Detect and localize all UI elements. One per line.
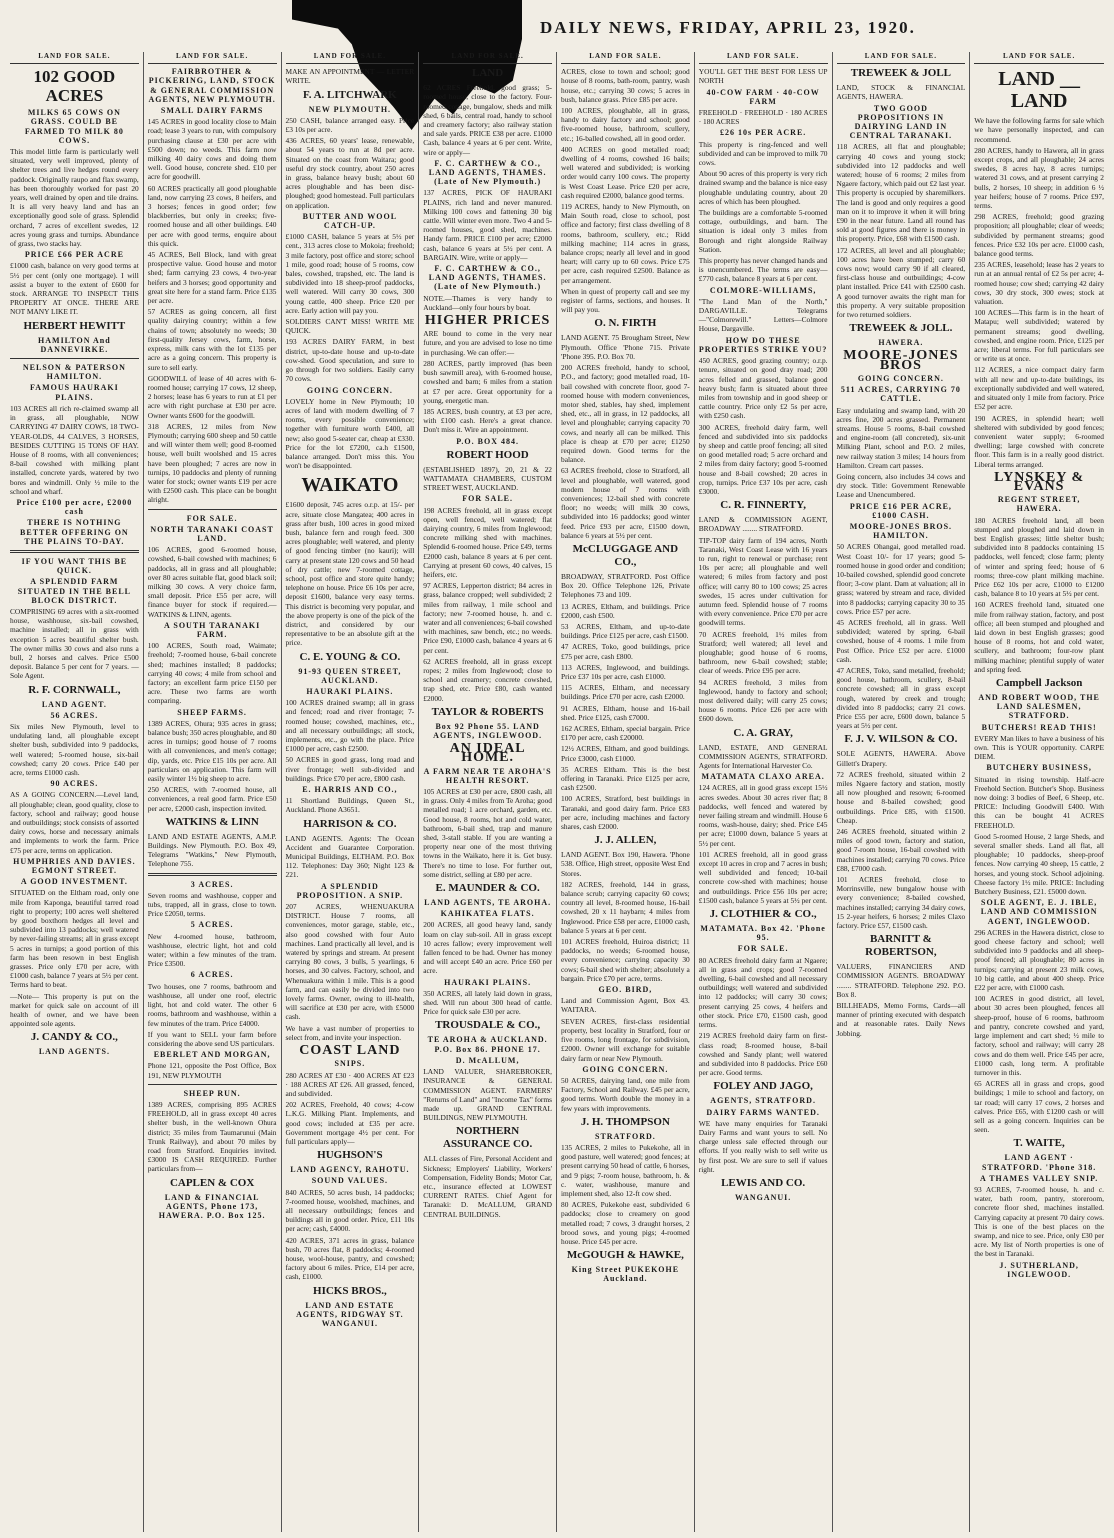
advert-text: 113 ACRES, Inglewood, and buildings. Price £37 10s per acre, cash £1000. bbox=[561, 662, 690, 681]
advert-text: 172 ACRES, all level and all ploughable; 100 acres have been stumped; carry 60 cows now; would carry 90 if all cleared, first-class house and outbuildings; 4-cow plant installed. Price £41 with £2500 cash. A good turnover awaits the right man for this property. A very suitable proposition for two returned soldiers. bbox=[836, 245, 966, 320]
advert-text: 100 ACRES in good district, all level, about 30 acres been ploughed, fences all sheep-proof, house of 6 rooms, bathroom and pantry, concrete cowshed and yard, large implement and cart shed; ½ mile to factory, school and railway; will carry 28 cows and do them well. Price £45 per acre, £1000 cash, long term. A profitable turnover in this. bbox=[974, 994, 1104, 1077]
advert-heading: COAST LAND bbox=[299, 1043, 401, 1059]
advert-heading: TREWEEK & JOLL bbox=[850, 67, 951, 80]
divider bbox=[148, 509, 277, 510]
advert-text: 72 ACRES freehold, situated within 2 miles Ngaere factory and station, mostly all now ploughed and resown; 6-roomed house and 8-bailed cowshed; good outbuildings. Price £85, with £1500. Cheap. bbox=[836, 769, 966, 825]
section-header: LAND FOR SALE. bbox=[699, 52, 828, 64]
section-header: LAND FOR SALE. bbox=[423, 52, 552, 64]
section-header: LAND FOR SALE. bbox=[10, 52, 139, 64]
advert-text: 100 ACRES—This farm is in the heart of Matapu; well subdivided; watered by permanent streams; good dwelling, cowshed, and engine room. Price, £125 per acre; liberal terms. For full particulars see or write us at once. bbox=[974, 308, 1104, 364]
advert-heading: HICKS BROS., bbox=[313, 1284, 387, 1297]
advert-heading: HERBERT HEWITT bbox=[23, 319, 126, 332]
advert-text: 450 ACRES, good grazing country; o.r.p. tenure, situated on good dray road; 200 acres felled and grassed, balance good heavy bush; farm is situated about three miles from township and in good sheep or cattle country. Price only £2 5s per acre, with £250 cash. bbox=[698, 356, 828, 421]
advert-text: 105 ACRES at £30 per acre, £800 cash, all in grass. Only 4 miles from Te Aroha; good metalled road; 1 acre orchard, garden, etc. Good house, 8 rooms, hot and cold water, bathroom, 6-bail shed, trap and manure shed, 3-stall stable. If you are wanting a property near one of the most thriving towns in the Waikato, here it is. Get busy. There's no time to lose. For further out, some district, selling at £80 per acre. bbox=[423, 787, 552, 879]
advert-text: 318 ACRES, 12 miles from New Plymouth; carrying 600 sheep and 50 cattle and will winter them well; good 8-roomed house, well built woolshed and 15 acres have been ploughed; 7 acres are now in turnips, 10 paddocks and plenty of running water for stock; owner wants £19 per acre with £2500 cash. This place can be bought alright. bbox=[147, 421, 277, 505]
advert-subheading: SOLE AGENT, E. J. IBLE, LAND AND COMMISSION AGENT, INGLEWOOD. bbox=[980, 898, 1098, 926]
advert-text: BILLHEADS, Memo Forms, Cards—all manner of printing executed with despatch and at reasonable rates. Daily News Jobbing. bbox=[836, 1001, 966, 1038]
advert-text: LAND AGENT. 75 Brougham Street, New Plymouth. Office 'Phone 715. Private 'Phone 395. P.O. Box 70. bbox=[561, 333, 690, 361]
advert-subheading: 40-COW FARM · 40-COW FARM bbox=[706, 87, 820, 106]
advert-text: 47 ACRES, Toko, good buildings, price £75 per acre, cash £800. bbox=[561, 642, 690, 661]
advert-heading: McCLUGGAGE AND CO., bbox=[572, 542, 679, 568]
advert-text: 185 ACRES, bush country, at £3 per acre, with £100 cash. Here's a great chance. Don't miss it. Wire an appointment. bbox=[423, 406, 552, 435]
advert-subheading: HUMPHRIES AND DAVIES. EGMONT STREET. bbox=[13, 856, 136, 876]
advert-subheading: 3 ACRES. bbox=[190, 879, 234, 889]
advert-text: 80 ACRES, Pukekohe east, subdivided 6 paddocks; close to creamery on good metalled road; 7 cows, 3 draught horses, 2 brood sows, and young pigs; 4-roomed house. Price £45 per acre. bbox=[561, 1200, 690, 1246]
advert-text: 400 ACRES on good metalled road; dwelling of 4 rooms, cowshed 16 bails; well watered and subdivided; is working order would carry 100 cows. The property is West Coast Lease. Price £20 per acre, cash required £2000, balance good terms. bbox=[561, 144, 690, 200]
advert-text: About 90 acres of this property is very rich drained swamp and the balance is nice easy ploughable undulating country, about 20 acres of which has been ploughed. bbox=[698, 169, 828, 206]
advert-text: "The Land Man of the North," DARGAVILLE. Telegrams—"Colmorewill." Letters—Colmore House, Dargaville. bbox=[698, 296, 828, 334]
column bbox=[557, 52, 695, 1532]
advert-text: 202 ACRES, Freehold, 40 cows; 4-cow L.K.G. Milking Plant. Implements, and good cows; included at £35 per acre. Government mortgage 4½ per cent. For full particulars apply— bbox=[285, 1100, 415, 1146]
section-header: LAND FOR SALE. bbox=[286, 52, 415, 64]
divider bbox=[10, 358, 139, 359]
advert-subheading: A SPLENDID PROPOSITION. A SNIP. bbox=[296, 881, 404, 900]
advert-heading: BARNITT & ROBERTSON, bbox=[865, 933, 937, 959]
advert-text: 50 ACRES Ohangai, good metalled road. West Coast 10/- for 17 years; good 5-roomed house in good order and condition; 10-bailed cowshed, splendid good concrete floor; 3-cow plant. Dam at valuation; all in grass; watered by stream and race, divided into 8 paddocks; carrying capacity 30 to 35 cows. Price £57 per acre. bbox=[836, 542, 966, 616]
advert-subheading: E. HARRIS AND CO., bbox=[302, 785, 398, 795]
divider bbox=[10, 550, 139, 553]
advert-text: 280 ACRES AT £30 · 400 ACRES AT £23 · 188 ACRES AT £26. All grassed, fenced, and subdivided. bbox=[285, 1070, 415, 1098]
advert-subheading: A SPLENDID FARM SITUATED IN THE BELL BLOCK DISTRICT. bbox=[17, 577, 132, 605]
advert-heading: TROUSDALE & CO., bbox=[435, 1019, 541, 1032]
advert-subheading: J. SUTHERLAND, INGLEWOOD. bbox=[999, 1260, 1079, 1279]
columns-container bbox=[6, 52, 1108, 1532]
advert-text: 246 ACRES freehold, situated within 2 miles of good town, factory and station, good 7-room house, 16-bail cowshed with machines installed; carrying 70 cows. Price £88, £7000 cash. bbox=[836, 827, 966, 873]
advert-text: AS A GOING CONCERN.—Level land, all ploughable; clean, good quality, close to factory, school and railway; good house and outbuildings; stock consists of assorted dairy cows, horse and necessary animals and implements to work the farm. Price £75 per acre, terms on application. bbox=[10, 790, 139, 855]
advert-subheading: MILKS 65 COWS ON GRASS. COULD BE FARMED TO MILK 80 COWS. bbox=[24, 108, 124, 145]
advert-subheading: THERE IS NOTHING BETTER OFFERING ON THE PLAINS TO-DAY. bbox=[20, 518, 129, 546]
advert-subheading: MATAMATA CLAXO AREA. bbox=[701, 772, 825, 782]
advert-text: 35 ACRES Eltham. This is the best offering in Taranaki. Price £125 per acre, cash £2500. bbox=[561, 764, 690, 793]
advert-text: Phone 121, opposite the Post Office, Box 191, NEW PLYMOUTH bbox=[147, 1061, 277, 1080]
advert-subheading: LAND AGENCY, RAHOTU. bbox=[290, 1165, 410, 1175]
advert-heading: NORTHERN ASSURANCE CO. bbox=[443, 1125, 533, 1151]
advert-subheading: STRATFORD. bbox=[595, 1131, 656, 1141]
advert-text: Seven rooms and washhouse, copper and tubs, trapped, all in grass, close to town. Price £2050, terms. bbox=[147, 890, 277, 919]
advert-subheading: BUTCHERY BUSINESS, bbox=[986, 763, 1092, 773]
advert-text: LAND & COMMISSION AGENT, BROADWAY ........ STRATFORD. bbox=[698, 515, 828, 534]
divider bbox=[148, 1084, 277, 1085]
advert-subheading: GOING CONCERN. bbox=[306, 385, 393, 395]
advert-text: 420 ACRES, 371 acres in grass, balance bush, 70 acres flat, 8 paddocks; 4-roomed house, wool-house, pantry, and cowshed; factory about 6 miles. Price, £14 per acre, cash, £1000. bbox=[285, 1235, 415, 1282]
advert-subheading: FOR SALE. bbox=[462, 494, 514, 504]
advert-subheading: LAND AGENT. bbox=[41, 699, 107, 709]
advert-heading: WAIKATO bbox=[301, 474, 399, 497]
advert-text: COMPRISING 69 acres with a six-roomed house, washhouse, six-bail cowshed, machine installed; all in grass with exception 5 acres beautiful shelter bush. The owner milks 30 cows and also runs a bull, 2 horses and calves. Price £500 deposit. Balance 5 per cent for 7 years. —Sole Agent. bbox=[10, 606, 139, 681]
advert-text: 219 ACRES freehold dairy farm on first-class road; 8-roomed house, 8-bail cowshed and Sandy plant; well watered and subdivided into 8 paddocks. Price £60 per acre. Good terms. bbox=[698, 1031, 828, 1078]
advert-text: LAND, STOCK & FINANCIAL AGENTS, HAWERA. bbox=[836, 83, 966, 102]
advert-subheading: HOW DO THESE PROPERTIES STRIKE YOU? bbox=[698, 335, 828, 354]
advert-text: LAND AGENT. Box 190, Hawera. 'Phone 538. Office, High street, opposite West End Stores. bbox=[561, 850, 690, 878]
advert-heading: LEWIS AND CO. bbox=[721, 1176, 806, 1189]
advert-text: 62 ACRES freehold, all in grass except ropes; 2 miles from Inglewood; close to school and creamery; concrete cowshed, trap shed, etc. Price £80, cash wanted £2000. bbox=[423, 656, 552, 703]
advert-text: This property is ring-fenced and well subdivided and can be improved to milk 70 cows. bbox=[698, 139, 828, 168]
advert-heading: T. WAITE, bbox=[1013, 1137, 1065, 1150]
advert-subheading: BUTCHERS! READ THIS! bbox=[981, 722, 1097, 732]
advert-text: —Note— This property is put on the market for quick sale on account of ill health of owner, and we have been appointed sole agents. bbox=[10, 991, 139, 1029]
advert-text: This model little farm is particularly well situated, very well improved, plenty of shelter trees and live hedges round every paddock. Originally raupo and flax swamp, has been thoroughly worked for past 20 years, well drained by open and tile drains. It is all very heavy land and has an exceptionally good sole of grass. Splendid orchard, 7 acres of excellent swedes, 12 acres young grass and turnips. Abundance of grass, two stacks hay. bbox=[10, 147, 139, 249]
advert-heading: E. MAUNDER & CO. bbox=[435, 882, 540, 895]
advert-text: 280 ACRES, handy to Hawera, all in grass except crops, and all ploughable; 24 acres swedes, 8 acres hay, 8 acres turnips; watered 31 cows, and at present carrying 2 bulls, 2 horses, 10 sheep; in addition 6 ½ year heifers; house of 7 rooms. Price £97, terms. bbox=[974, 145, 1104, 211]
advert-text: 106 ACRES, good 6-roomed house, cowshed, 6-bail cowshed with machines; 6 paddocks, all in grass and all ploughable; over 80 acres suitable flat, good black soil; milking 30 cows. A very choice farm, small deposit. Price £55 per acre, will finance buyer for stock if required.—WATKINS & LINN, agents. bbox=[147, 545, 277, 619]
advert-text: If you want to SELL your farm before considering the above send US particulars. bbox=[147, 1029, 277, 1048]
advert-subheading: F. C. CARTHEW & CO., LAND AGENTS, THAMES. (Late of New Plymouth.) bbox=[428, 264, 547, 292]
advert-subheading: REGENT STREET, HAWERA. bbox=[997, 495, 1081, 514]
advert-text: 94 ACRES freehold, 3 miles from Inglewood, handy to factory and school; most delivered daily; will carry 25 cows; house 6 rooms. Price £26 per acre with £600 down. bbox=[698, 677, 828, 724]
advert-text: LAND AGENTS. Agents: The Ocean Accident and Guarantee Corporation. Municipal Buildings, ELTHAM. P.O. Box 112. Telephones: Day 360; Night 123 & 221. bbox=[285, 833, 415, 880]
advert-text: 100 ACRES, South road, Waimate; freehold; 7-roomed house, 6-bail concrete shed; machines installed; 8 paddocks; carrying 40 cows; 4 mile from school and factory; an excellent farm price £150 per acre. These two farms are worth comparing. bbox=[147, 641, 277, 706]
advert-text: This property has never changed hands and is unencumbered. The terms are easy—£770 cash, balance 8 years at 6 per cent. bbox=[698, 256, 828, 284]
advert-text: 47 ACRES, Toko, sand metalled, freehold; good house, bathroom, scullery, 8-bail concrete cowshed; all in grass except rough, watered by creek and trough; divided into 8 paddocks; carry 21 cows. Price £55 per acre, £600 down, balance 5 years at 5½ per cent. bbox=[836, 665, 966, 731]
advert-text: 180 ACRES freehold land, all been stumped and ploughed and laid down in best English grasses; little shelter bush; subdivided into 8 paddocks containing 15 paddocks, well fenced; close farm; plenty of winter and spring feed; house of 6 rooms; three-cow plant milking machine. Price £62 10s per acre, £1000 to £1200 cash, balance 8 to 10 years at 5½ per cent. bbox=[974, 515, 1104, 599]
advert-text: 12½ ACRES, Eltham, and good buildings. Price £3000, cash £1000. bbox=[561, 744, 690, 763]
advert-text: 235 ACRES, leasehold; lease has 2 years to run at an annual rental of £2 5s per acre; 4-roomed house; cow shed; carrying 42 dairy cows, 30 dry stock, 300 ewes; stock at valuation. bbox=[974, 260, 1104, 307]
advert-heading: C. R. FINNERTY, bbox=[720, 499, 806, 512]
advert-text: LAND VALUER, SHAREBROKER, INSURANCE & GENERAL COMMISSION AGENT. FARMERS' "Returns of Land" and "Income Tax" forms made up. GRAND CENTRAL BUILDINGS, NEW PLYMOUTH. bbox=[423, 1067, 552, 1123]
advert-text: 200 ACRES freehold, handy to school, P.O., and factory; good metalled road, 10-bail cowshed with concrete floor, good 7-roomed house with modern conveniences, motor shed, stables, hay shed, implement shed, etc., all in grass, in 12 paddocks, all level and ploughable; carrying capacity 70 cows, and nearly all can be milked. This place is cheap at £70 per acre; £1250 required down. Good terms for the balance. bbox=[561, 363, 690, 465]
advert-subheading: 5 ACRES. bbox=[190, 920, 234, 930]
advert-heading: LAND __ LAND bbox=[998, 68, 1080, 113]
advert-text: 97 ACRES, Lepperton district; 84 acres in grass, balance cropped; well subdivided; 2 miles from railway, 1 mile school and factory; new 7-roomed house, h. and c. water and all conveniences; 6-bail cowshed with machines, saw bench, etc.; no weeds. Price £90, £1000 cash, balance 4 years at 6 per cent. bbox=[423, 581, 552, 655]
advert-text: NOTE.—Thames is very handy to Auckland—only four hours by boat. bbox=[423, 293, 552, 312]
advert-subheading: SMALL DAIRY FARMS bbox=[160, 106, 264, 116]
advert-heading: J. J. ALLEN, bbox=[594, 834, 657, 847]
advert-subheading: SHEEP FARMS. bbox=[177, 707, 247, 717]
advert-text: 350 ACRES, all lately laid down in grass, shed. Will run about 300 head of cattle. Price for quick sale £30 per acre. bbox=[423, 988, 552, 1017]
advert-heading: J. CLOTHIER & CO., bbox=[709, 908, 817, 921]
advert-text: When in quest of property call and see my register of farms, sections, and houses. It will pay you. bbox=[561, 286, 690, 315]
advert-heading: MOORE-JONES BROS bbox=[843, 348, 959, 373]
advert-text: 63 ACRES freehold, close to Stratford, all level and ploughable, well watered, good modern house of 7 rooms with conveniences; 12-bail shed with concrete floor; no weeds; will milk 30 cows, subdivided into 16 paddocks; good winter feed. Price £93 per acre, £1500 down, balance 6 years at 5½ per cent. bbox=[561, 466, 690, 540]
advert-subheading: Price £100 per acre, £2000 cash bbox=[16, 497, 133, 517]
advert-subheading: COLMORE-WILLIAMS, bbox=[709, 285, 817, 295]
advert-subheading: King Street PUKEKOHE Auckland. bbox=[571, 1265, 680, 1284]
advert-subheading: A FARM NEAR TE AROHA'S HEALTH RESORT. bbox=[423, 766, 552, 785]
advert-text: 101 ACRES freehold, close to Morrinsville, new bungalow house with every convenience; 8-bailed cowshed, machines installed; carrying 34 dairy cows, 15 2-year heifers, 6 horses; 2 miles Claxo factory. Price £57, £1500 cash. bbox=[836, 875, 966, 931]
advert-heading: TREWEEK & JOLL. bbox=[849, 322, 953, 335]
advert-text: FREEHOLD · FREEHOLD · 180 ACRES · 180 ACRES bbox=[698, 108, 828, 127]
advert-text: 124 ACRES, all in good grass except 15½ acres swedes. About 30 acres river flat; 8 paddocks, well fenced and watered by never failing stream and windmill. House 6 rooms, wash-house, dairy; shed. Price £45 per acre; £1000 down, balance 5 years at 5½ per cent. bbox=[698, 783, 828, 848]
advert-text: YOU'LL GET THE BEST FOR LESS UP NORTH bbox=[698, 67, 828, 86]
section-header: LAND FOR SALE. bbox=[974, 52, 1104, 64]
advert-subheading: LAND & FINANCIAL AGENTS, Phone 173, HAWERA. P.O. Box 125. bbox=[158, 1192, 266, 1220]
column bbox=[695, 52, 833, 1532]
section-header: LAND FOR SALE. bbox=[148, 52, 277, 64]
advert-subheading: LAND AGENTS. bbox=[38, 1047, 110, 1057]
advert-heading: C. A. GRAY, bbox=[733, 726, 793, 739]
column bbox=[419, 52, 557, 1532]
advert-subheading: FAIRBROTHER & PICKERING, LAND, STOCK & GENERAL COMMISSION AGENTS, NEW PLYMOUTH. bbox=[148, 67, 276, 104]
advert-text: 80 ACRES freehold dairy farm at Ngaere; all in grass and crops; good 7-roomed dwelling, 6-bail cowshed and all necessary outbuildings; well watered and subdivided into 12 paddocks; will carry 30 cows; present carrying 25 cows, 4 heifers and other stock. Price £70, £1500 cash, good terms. bbox=[698, 955, 828, 1030]
advert-text: New 4-roomed house, bathroom, washhouse, electric light, hot and cold water; within a few minutes of the tram. Price £3500. bbox=[147, 931, 277, 969]
advert-subheading: IF YOU WANT THIS BE QUICK. bbox=[21, 556, 128, 576]
advert-heading: McGOUGH & HAWKE, bbox=[566, 1249, 684, 1262]
advert-subheading: £26 10s PER ACRE. bbox=[719, 128, 807, 138]
advert-text: 436 ACRES, 60 years' lease, renewable, about 54 years to run at 8d per acre. Situated on the coast from Waitara; good useful dry stock country, about 250 acres in grass, balance heavy bush; about 60 acres ploughable and has been disc-ploughed; good homestead. Full particulars on application. bbox=[285, 136, 415, 210]
advert-text: GOODWILL of lease of 40 acres with 6-roomed house; carrying 17 cows, 12 sheep, 2 horses; lease has 6 years to run at £1 per acre with right purchase at £30 per acre. Owner wants £600 for the goodwill. bbox=[147, 373, 277, 420]
advert-subheading: HAMILTON And DANNEVIRKE. bbox=[38, 335, 111, 354]
advert-heading: C. E. YOUNG & CO. bbox=[299, 650, 401, 663]
advert-text: LAND AND ESTATE AGENTS, A.M.P. Buildings. New Plymouth. P.O. Box 49, Telegrams "Watkins," New Plymouth, Telephone 755. bbox=[147, 831, 277, 869]
advert-text: Two houses, one 7 rooms, bathroom and washhouse, all under one roof, electric light, hot and cold water. The other 6 rooms, bathroom and washhouse, within a few minutes of the tram. Price £4000. bbox=[147, 981, 277, 1028]
advert-heading: F. J. V. WILSON & CO. bbox=[844, 733, 958, 746]
advert-subheading: GEO. BIRD, bbox=[598, 985, 653, 995]
advert-subheading: P.O. BOX 484. bbox=[456, 436, 519, 446]
advert-text: 137 ACRES, PICK OF HAURAKI PLAINS, rich land and never manured. Milking 100 cows and fattening 30 big cattle. Will winter even more. Two 4 and 5-roomed houses, good shed, machines. Handy farm. PRICE £100 per acre; £2000 cash, balance 6 years at 5½ per cent. A BARGAIN. Wire, write or apply— bbox=[423, 188, 552, 262]
advert-text: 45 ACRES freehold, all in grass. Well subdivided; watered by spring. 6-bail cowshed, house of 4 rooms. 1 mile from Post Office. Price £52 per acre. £1000 cash. bbox=[836, 617, 966, 664]
advert-text: 60 ACRES practically all good ploughable land, now carrying 23 cows, 8 heifers, and 3 horses; fences in good order; few blackberries, but only in creeks; five-roomed house and all other buildings. £40 per acre with good terms, enquire about this quick. bbox=[147, 183, 277, 248]
advert-text: Good 5-roomed House, 2 large Sheds, and several smaller sheds. Land all flat, all ploughable; 10 paddocks, sheep-proof fences. Now carrying 40 sheep, 15 cattle, 2 horses, and young stock. School adjoining. Cheese factory 1½ mile. PRICE: Including Butchery Business, £21. £5000 down. bbox=[974, 831, 1104, 897]
advert-subheading: KAHIKATEA FLATS. bbox=[440, 909, 535, 919]
advert-heading: LYNSKEY & EVANS bbox=[994, 469, 1085, 494]
advert-text: 207 ACRES, WHENUAKURA DISTRICT. House 7 rooms, all conveniences, motor garage, stable, etc., also good cowshed with four Auto machines. Land practically all level, and is watered by springs and stream. At present carrying 80 cows, 3 bulls, 5 yearlings, 6 horses, and 30 calves. Factory, school, and Whenuakura within 1 mile. This is a good farm, and can easily be divided into two lovely farms. Owner, owing to ill-health, will sacrifice at £30 per acre, with £5000 cash. bbox=[285, 902, 415, 1022]
advert-text: 298 ACRES, freehold; good grazing proposition; all ploughable; clear of weeds; subdivided by permanent streams; good fences. Price £32 10s per acre. £1000 cash, balance good terms. bbox=[974, 212, 1104, 259]
advert-subheading: TE AROHA & AUCKLAND. P.O. Box 86. PHONE 17. bbox=[427, 1035, 548, 1054]
advert-heading: AN IDEAL HOME. bbox=[449, 741, 526, 766]
advert-text: 93 ACRES, 7-roomed house, h. and c. water, bath room, pantry, storeroom, concrete floor shed, machines installed. Carrying capacity at present 70 dairy cows. This is one of the best places on the swamp, and nice to see. Price, only £30 per acre. My list of North properties is one of the best in Taranaki. bbox=[974, 1184, 1104, 1259]
advert-heading: HARRISON & CO. bbox=[303, 817, 397, 830]
advert-subheading: DAIRY FARMS WANTED. bbox=[706, 1107, 820, 1117]
advert-subheading: 91-93 QUEEN STREET, AUCKLAND. bbox=[298, 666, 402, 685]
advert-text: 118 ACRES, all flat and ploughable; carrying 40 cows and young stock; subdivided into 12 paddocks and well watered; house of 6 rooms; 2 miles from Ngaere factory, which paid out £2 last year. This property is occupied by sharemilkers. The land is good and only requires a good man on it to improve it when it will bring £90 in the near future. Land all round has sold at good figures and there is money in this property. Price, £68 with £1500 cash. bbox=[836, 142, 966, 244]
advert-text: ACRES, close to town and school; good house of 8 rooms, bath-room, pantry, wash house, etc.; carrying 30 cows; 5 acres in bush, balance grass. Price £85 per acre. bbox=[561, 67, 690, 104]
advert-heading: LAND bbox=[472, 67, 504, 80]
advert-subheading: LAND AGENT · STRATFORD. 'Phone 318. bbox=[981, 1153, 1097, 1172]
advert-text: 91 ACRES, Eltham, house and 16-bail shed. Price £125, cash £7000. bbox=[561, 703, 690, 722]
advert-text: 296 ACRES in the Hawera district, close to good cheese factory and school; well subdivided into 9 paddocks and all sheep-proof fenced; all ploughable; 80 acres in turnips; carrying at present 23 milk cows, 10 big cattle, and about 400 sheep. Price £22 per acre, with £1000 cash. bbox=[974, 927, 1104, 993]
advert-text: £1000 CASH, balance 5 years at 5½ per cent., 313 acres close to Mokoia; freehold; 3 mile factory, post office and store; school 1 mile, good road; house of 5 rooms, cow bales, cowshed, trapshed, etc. The land is subdivided into 18 sheep-proof paddocks, well watered. Will carry 30 cows, 300 young cattle, 400 sheep. Price £20 per acre. Early action will pay you. bbox=[285, 232, 415, 315]
advert-subheading: AND ROBERT WOOD, THE LAND SALESMEN, STRATFORD. bbox=[978, 692, 1100, 721]
advert-text: LOVELY home in New Plymouth; 10 acres of land with modern dwelling of 7 rooms, every possible convenience; together with furniture worth £400, all new; also good 5-seater car, cheap at £330. Price for the lot £7200, ca.h £1500, balance arranged. Don't miss this. You won't be disappointed. bbox=[285, 396, 415, 471]
advert-text: 115 ACRES, Eltham, and necessary buildings. Price £70 per acre, cash £2000. bbox=[561, 683, 690, 702]
advert-heading: O. N. FIRTH bbox=[594, 317, 657, 330]
advert-subheading: A THAMES VALLEY SNIP. bbox=[980, 1173, 1099, 1183]
advert-text: 103 ACRES all rich re-claimed swamp all in grass, all ploughable, NOW CARRYING 47 DAIRY COWS, 18 TWO-YEAR-OLDS, 44 CALVES, 3 HORSES, BESIDES CUTTING 15 TONS OF HAY. House of 8 rooms, with all conveniences; 8-bail cowshed with milking plant installed, concrete yards, watered by two bores and windmill. Only ½ mile to the school and wharf. bbox=[10, 403, 139, 496]
advert-text: 100 ACRES, Stratford, best buildings in Taranaki, and good dairy farm. Price £83 per acre, including machines and factory shares, cash £2000. bbox=[561, 794, 690, 832]
advert-heading: WATKINS & LINN bbox=[165, 815, 259, 828]
advert-subheading: SOUND VALUES. bbox=[311, 1176, 389, 1186]
advert-text: 100 ACRES, ploughable, all in grass, handy to dairy factory and school; good five-roomed house, bathroom, scullery, etc.; 16-balled cowshed, all in good order. bbox=[561, 106, 690, 143]
advert-text: BROADWAY, STRATFORD. Post Office Box 20. Office Telephone 126, Private Telephones 73 and 109. bbox=[561, 571, 690, 600]
advert-subheading: NORTH TARANAKI COAST LAND. bbox=[150, 524, 274, 543]
advert-text: SOLDIERS CAN'T MISS! WRITE ME QUICK. bbox=[285, 317, 415, 336]
advert-text: 300 ACRES, freehold dairy farm, well fenced and subdivided into six paddocks by sheep and cattle proof fencing; all sited on good metalled road; 5 acre orchard and 2 miles from dairy factory; good 5-roomed house and 8-bail cowshed; 20 acres in crop, turnips. Price £37 10s per acre, cash £3000. bbox=[698, 422, 828, 496]
advert-text: 1389 ACRES, Ohura; 935 acres in grass; balance bush; 350 acres ploughable, and 80 acres in turnips; good house of 7 rooms with all conveniences, and men's cottage; dip, yards, etc. Price £15 10s per acre. All particulars on application. This farm will easily winter 1½ big sheep to acre. bbox=[147, 718, 277, 784]
advert-subheading: FAMOUS HAURAKI PLAINS. bbox=[30, 383, 119, 402]
column bbox=[282, 52, 420, 1532]
advert-subheading: GOING CONCERN. bbox=[857, 373, 944, 383]
advert-text: 160 ACRES freehold land, situated one mile from railway station, factory, and post office; all been stumped and ploughed and laid down in best English grasses; good house of 8 rooms, hot and cold water, scullery, and bathroom; four-row plant milking machine; plentiful supply of water and spring feed. bbox=[974, 600, 1104, 674]
advert-heading: 102 GOOD ACRES bbox=[33, 67, 116, 106]
advert-subheading: PRICE £16 PER ACRE, £1000 CASH. bbox=[849, 501, 952, 520]
advert-text: TIP-TOP dairy farm of 194 acres, North Taranaki, West Coast Lease with 16 years to run, right to renewal or purchase; rent 10s per acre; all ploughable and well watered; 6 miles from factory and post office; will carry 80 to 100 cows; 25 acres swedes, 15 acres under cultivation for autumn feed. Splendid house of 7 rooms with every convenience. Price £70 per acre goodwill terms. bbox=[698, 535, 828, 628]
advert-subheading: D. McALLUM, bbox=[455, 1055, 520, 1065]
advert-subheading: FOR SALE. bbox=[737, 944, 789, 954]
advert-text: Situated in rising township. Half-acre Freehold Section. Butcher's Shop. Business now doing: 3 bodies of Beef, 6 Sheep, etc. PRICE: Including Goodwill £400. With this can be bought 41 ACRES FREEHOLD. bbox=[974, 774, 1104, 830]
advert-heading: HIGHER PRICES bbox=[424, 313, 551, 329]
advert-subheading: GOING CONCERN. bbox=[582, 1064, 669, 1074]
advert-heading: Campbell Jackson bbox=[995, 676, 1083, 689]
section-header: LAND FOR SALE. bbox=[837, 52, 966, 64]
advert-subheading: LAND AGENTS, TE AROHA. bbox=[424, 898, 552, 908]
newspaper-title: DAILY NEWS, FRIDAY, APRIL 23, 1920. bbox=[540, 18, 916, 37]
advert-heading: ROBERT HOOD bbox=[446, 448, 529, 461]
advert-subheading: F. C. CARTHEW & CO., LAND AGENTS, THAMES. (Late of New Plymouth.) bbox=[428, 158, 547, 187]
advert-subheading: LAND AND ESTATE AGENTS, RIDGWAY ST. WANGANUI. bbox=[296, 1300, 404, 1328]
advert-text: 62 ACRES Freehold, good grass; 5-roomed house; close to the factory. Four-roomed cottage, bungalow, sheds and milk shed, 6 bails, central road, handy to school and creamery factory; also railway station and sale yards. PRICE £38 per acre. £1000 Cash, balance 4 years at 6 per cent. Write, wire or apply— bbox=[423, 83, 552, 157]
advert-text: Easy undulating and swamp land, with 20 acres fine, 200 acres grassed. Permanent streams. House 5 rooms, 8-bail cowshed and engine-room (all concreted), six-unit Milking Plant, school and P.O. 2 miles, new railway station 3 miles; 14 hours from Hamilton. Cream cart passes. bbox=[836, 405, 966, 470]
advert-text: 11 Shortland Buildings, Queen St., Auckland. Phone A3651. bbox=[285, 796, 415, 815]
advert-text: SEVEN ACRES, first-class residential property, best locality in Stratford, four or five rooms, long frontage, for subdivision, £2000. Owner will exchange for suitable dairy farm or near New Plymouth. bbox=[561, 1016, 690, 1063]
advert-text: 50 ACRES in good grass, long road and river frontage; well sub-divided and buildings. Price £70 per acre, £800 cash. bbox=[285, 755, 415, 783]
advert-text: 190 ACRES, in splendid heart; well sheltered with subdivided by good fences; convenient water supply; 6-roomed dwelling; large cowshed with concrete floor. This farm is in a really good district. Liberal terms arranged. bbox=[974, 413, 1104, 469]
advert-text: VALUERS, FINANCIERS AND COMMISSION AGENTS. BROADWAY ........ STRATFORD. Telephone 292. P.O. Box 8. bbox=[836, 962, 966, 999]
advert-text: 145 ACRES in good locality close to Main road; lease 3 years to run, with compulsory purchasing clause at £30 per acre with £500 down; no weeds. This farm now milking 40 dairy cows and doing them well. Good house, concrete shed. £10 per acre for goodwill. bbox=[147, 117, 277, 182]
advert-subheading: TWO GOOD PROPOSITIONS IN DAIRYING LAND IN CENTRAL TARANAKI. bbox=[849, 103, 953, 141]
advert-text: WE have many enquiries for Taranaki Dairy Farms and want yours to sell. No charge unless sale effected through our efforts. If you really wish to sell write us by first post. We are sure to sell if values right. bbox=[698, 1118, 828, 1174]
advert-text: ARE bound to come in the very near future, and you are advised to lose no time in purchasing. We can offer:— bbox=[423, 329, 552, 357]
advert-text: 13 ACRES, Eltham, and buildings. Price £2000, cash £500. bbox=[561, 601, 690, 620]
advert-heading: J. CANDY & CO., bbox=[30, 1031, 118, 1044]
advert-subheading: FOR SALE. bbox=[186, 513, 238, 523]
advert-text: We have a vast number of properties to select from, and invite your inspection. bbox=[285, 1023, 415, 1042]
advert-text: £1000 cash, balance on very good terms at 5½ per cent (only one mortgage). I will assist a buyer to the extent of £600 for stock. ARRANGE TO INSPECT THIS PROPERTY AT ONCE. THERE ARE NOT MANY LIKE IT. bbox=[10, 261, 139, 317]
advert-subheading: 511 ACRES, CARRYING 70 CATTLE. bbox=[840, 385, 961, 404]
advert-subheading: PRICE £66 PER ACRE bbox=[24, 250, 124, 260]
advert-text: 65 ACRES all in grass and crops, good buildings; 1 mile to school and factory, on tar road; will carry 17 cows, 2 horses and calves. Price £65, with £1200 cash or will sell as a going concern. Inquiries can be seen. bbox=[974, 1079, 1104, 1135]
advert-text: 112 ACRES, a nice compact dairy farm with all new and up-to-date buildings, its exceptionally subdivided and well watered, and situated only 1 mile from factory. Price £52 per acre. bbox=[974, 365, 1104, 412]
advert-text: 101 ACRES freehold, all in good grass except 10 acres in crop and 7 acres in bush; well subdivided and fenced; 10-bail concrete cow-shed with machines; house and outbuildings. Price £56 10s per acre; £1500 cash, balance 5 years at 5½ per cent. bbox=[698, 849, 828, 905]
advert-text: £1600 deposit, 745 acres o.r.p. at 15/- per acre, situate close Mangatea; 400 acres in grass after bush, 100 acres in good mixed bush, balance fern and rough feed. 300 acres ploughable; well watered, and plenty of good fencing timber (no kauri); will carry at present state 120 cows and 50 head of dry cattle; new 7-roomed cottage, school, post office and store quite handy; telephone on house. Price £6 10s per acre, deposit £1600, balance very easy terms. This district is becoming very popular, and the above property is one of the pick of the district, and considered by our representative to be an absolute gift at the price. bbox=[285, 500, 415, 648]
advert-subheading: NEW PLYMOUTH. bbox=[308, 104, 392, 114]
advert-subheading: A GOOD INVESTMENT. bbox=[20, 877, 128, 887]
advert-subheading: EBERLET AND MORGAN, bbox=[153, 1050, 271, 1060]
advert-subheading: Box 92 Phone 55. LAND AGENTS, INGLEWOOD. bbox=[433, 721, 543, 740]
advert-subheading: SHEEP RUN. bbox=[183, 1088, 241, 1098]
advert-text: SOLE AGENTS, HAWERA. Above Gillett's Drapery. bbox=[836, 749, 966, 768]
advert-subheading: 90 ACRES. bbox=[50, 779, 99, 789]
advert-text: 135 ACRES, 2 miles to Pukekohe, all in good pasture, well watered; good fences; at present carrying 50 head of cattle, 6 horses, and 9 pigs; 7-room house, bathroom, h. & c. water, washhouse, manure and implement shed, also 12-ft cow shed. bbox=[561, 1142, 690, 1198]
advert-text: 45 ACRES, Bell Block, land with great prospective value. Good house and motor shed; farm carrying 23 cows, 4 two-year heifers and 3 horses; good opportunity and great site here for a stand farm. Price £135 per acre. bbox=[147, 250, 277, 306]
advert-text: LAND, ESTATE, AND GENERAL COMMISSION AGENTS, STRATFORD. Agents for International Harvester Co. bbox=[698, 742, 828, 771]
advert-text: 182 ACRES, freehold, 144 in grass, balance scrub; carrying capacity 60 cows; country all level, 8-roomed house, 16-bail cowshed, 20 x 11 haybarn; 4 miles from Inglewood. Price £58 per acre, £1000 cash, balance 5 years at 6 per cent. bbox=[561, 879, 690, 935]
column bbox=[6, 52, 144, 1532]
advert-text: 200 ACRES, all good heavy land, sandy loam on clay sub-soil. All in grass except 10 acres fallow; every improvement well fallen fenced to be had. Owner has money and will accept £40 an acre. Price £60 per acre. bbox=[423, 920, 552, 976]
advert-text: 1389 ACRES, comprising 895 ACRES FREEHOLD, all in grass except 40 acres shelter bush, in the well-known Ohura district; 35 miles from Taumarunui (Main Trunk Railway), and about 70 miles by road from Stratford. Enquiries invited. £3000 IS CASH REQUIRED. Further particulars from— bbox=[147, 1099, 277, 1174]
advert-text: 250 CASH, balance arranged easy. Price £3 10s per acre. bbox=[285, 115, 415, 135]
advert-subheading: 6 ACRES. bbox=[190, 970, 234, 980]
advert-subheading: HAWERA. bbox=[878, 338, 924, 348]
advert-text: SITUATED on the Eltham road, only one mile from Kaponga, beautiful tarred road right to property; 100 acres well sheltered by good boxthorn hedges all level and subdivided into 13 paddocks; well watered by never-failing streams; all in grass except 5 acres in turnips; a good portion of this farm has been resown in best English grasses. Price only £70 per acre, with £1000 cash, balance 7 years at 5½ per cent. Terms hard to beat. bbox=[10, 888, 139, 990]
advert-text: Six miles New Plymouth, level to undulating land, all ploughable except shelter bush, subdivided into 9 paddocks, well watered; 5-roomed house, six-bail cowshed; carry 20 cows. Price £40 per acre, terms £1000 cash. bbox=[10, 721, 139, 777]
advert-text: 57 ACRES as going concern, all first quality dairying country; within a few chains of town; absolutely no weeds; 30 first-quality Jersey cows, farm, horse, express, milk cans with the lot £135 per acre as a going concern. This property is sure to sell early. bbox=[147, 307, 277, 372]
advert-subheading: HAURAKI PLAINS. bbox=[306, 686, 394, 696]
advert-subheading: SNIPS. bbox=[334, 1059, 366, 1069]
advert-subheading: NELSON & PATERSON HAMILTON. bbox=[22, 363, 126, 382]
advert-heading: HUGHSON'S bbox=[317, 1149, 383, 1162]
column bbox=[144, 52, 282, 1532]
advert-text: 101 ACRES freehold, Huiroa district; 11 paddocks, no weeds; 6-roomed house, every convenience; carrying capacity 30 cows; 6-bail shed with shelter; absolutely a bargain. Price £70 per acre, terms. bbox=[561, 937, 690, 983]
advert-text: Going concern, also includes 34 cows and dry stock. Title: Government Renewable Lease and Unencumbered. bbox=[836, 471, 966, 500]
advert-text: MAKE AN APPOINTMENT — LETTER WRITE. bbox=[285, 67, 415, 86]
advert-subheading: AGENTS, STRATFORD. bbox=[710, 1096, 816, 1106]
section-header: LAND FOR SALE. bbox=[561, 52, 690, 64]
advert-text: 250 ACRES, with 7-roomed house, all conveniences, a real good farm. Price £50 per acre, £2000 cash, inspection invited. bbox=[147, 785, 277, 813]
advert-subheading: BUTTER AND WOOL CATCH-UP. bbox=[302, 211, 398, 231]
advert-text: EVERY Man likes to have a business of his own. This is YOUR opportunity. CARPE DIEM. bbox=[974, 733, 1104, 762]
advert-text: 119 ACRES, handy to New Plymouth, on Main South road, close to school, post office and factory; first class dwelling of 8 rooms, bathroom, scullery, etc.; Ridd milking machine; 114 acres in grass, balance crops; nearly all level and in good heart; will carry up to 60 cows. Price £75 per acre, cash required £2500. Balance as per arrangement. bbox=[561, 202, 690, 285]
advert-text: 162 ACRES, Eltham, special bargain. Price £170 per acre, cash £20000. bbox=[561, 724, 690, 743]
advert-heading: TAYLOR & ROBERTS bbox=[431, 705, 544, 718]
advert-text: 50 ACRES, dairying land, one mile from Factory, School and Railway. £45 per acre, good terms. Worth double the money in a few years with improvements. bbox=[561, 1075, 690, 1113]
advert-text: We have the following farms for sale which we have personally inspected, and can recommend. bbox=[974, 116, 1104, 144]
advert-text: 70 ACRES freehold, 1½ miles from Stratford; well watered; all level and ploughable; good house of 6 rooms, bathroom, new 6-bail cowshed; stable; clear of weeds. Price £95 per acre. bbox=[698, 629, 828, 676]
advert-text: 840 ACRES, 50 acres bush, 14 paddocks; 7-roomed house, woolshed, machines, and all necessary outbuildings; fences and buildings all in good order. Price, £11 10s per acre; cash, £4000. bbox=[285, 1187, 415, 1234]
advert-text: 198 ACRES freehold, all in grass except open, well fenced, well watered; flat dairying country, 6 miles from Inglewood; concrete milking shed with machines. Splendid 6-roomed house. Price £49, terms £2000 cash, balance 8 years at 6 per cent. Carrying at present 60 cows, 40 calves, 15 heifers, etc. bbox=[423, 505, 552, 579]
advert-text: 100 ACRES drained swamp; all in grass and fenced; road and river frontage; 7-roomed house; cowshed, machines, etc., and all necessary outbuildings; all stock, implements, etc., go with the place. Price £1000 per acre, cash £2500. bbox=[285, 698, 415, 754]
divider bbox=[148, 873, 277, 876]
advert-subheading: MATAMATA. Box 42. 'Phone 95. bbox=[700, 924, 826, 943]
advert-text: ALL classes of Fire, Personal Accident and Sickness; Employers' Liability, Workers' Compensation, Fidelity Bonds; Motor Car, etc., insurance effected at LOWEST CURRENT RATES. Chief Agent for Taranaki: D. McALLUM, GRAND CENTRAL BUILDINGS. bbox=[423, 1154, 552, 1219]
masthead bbox=[0, 0, 1114, 50]
advert-subheading: MOORE-JONES BROS. HAMILTON. bbox=[849, 521, 953, 541]
advert-heading: R. F. CORNWALL, bbox=[28, 683, 121, 696]
advert-subheading: 56 ACRES. bbox=[50, 710, 99, 720]
advert-heading: J. H. THOMPSON bbox=[580, 1115, 670, 1128]
advert-text: The buildings are a comfortable 5-roomed cottage, outbuildings, and barn. The situation is ideal only 3 miles from Borough and right alongside Railway Station. bbox=[698, 208, 828, 254]
advert-heading: FOLEY AND JAGO, bbox=[713, 1080, 813, 1093]
advert-text: 193 ACRES DAIRY FARM, in best district, up-to-date house and up-to-date cow-shed. Good speculation, and sure to go through for two soldiers. Easily carry 70 cows. bbox=[285, 337, 415, 384]
advert-heading: F. A. LITCHWARK bbox=[303, 88, 397, 101]
advert-subheading: A SOUTH TARANAKI FARM. bbox=[164, 620, 261, 639]
advert-text: 53 ACRES, Eltham, and up-to-date buildings. Price £125 per acre, cash £1500. bbox=[561, 621, 690, 641]
advert-heading: CAPLEN & COX bbox=[169, 1176, 255, 1189]
advert-subheading: HAURAKI PLAINS. bbox=[444, 977, 532, 987]
advert-text: (ESTABLISHED 1897), 20, 21 & 22 WATTAMATA CHAMBERS, CUSTOM STREET WEST, AUCKLAND. bbox=[423, 464, 552, 493]
advert-text: 280 ACRES, partly improved (has been bush sawmill area), with 6-roomed house, cowshed and barn; 6 miles from a station at £7 per acre. Great opportunity for a young, energetic man. bbox=[423, 358, 552, 405]
column bbox=[833, 52, 971, 1532]
column bbox=[970, 52, 1108, 1532]
advert-text: Land and Commission Agent, Box 43. WAITARA. bbox=[561, 996, 690, 1015]
advert-subheading: WANGANUI. bbox=[734, 1192, 792, 1202]
